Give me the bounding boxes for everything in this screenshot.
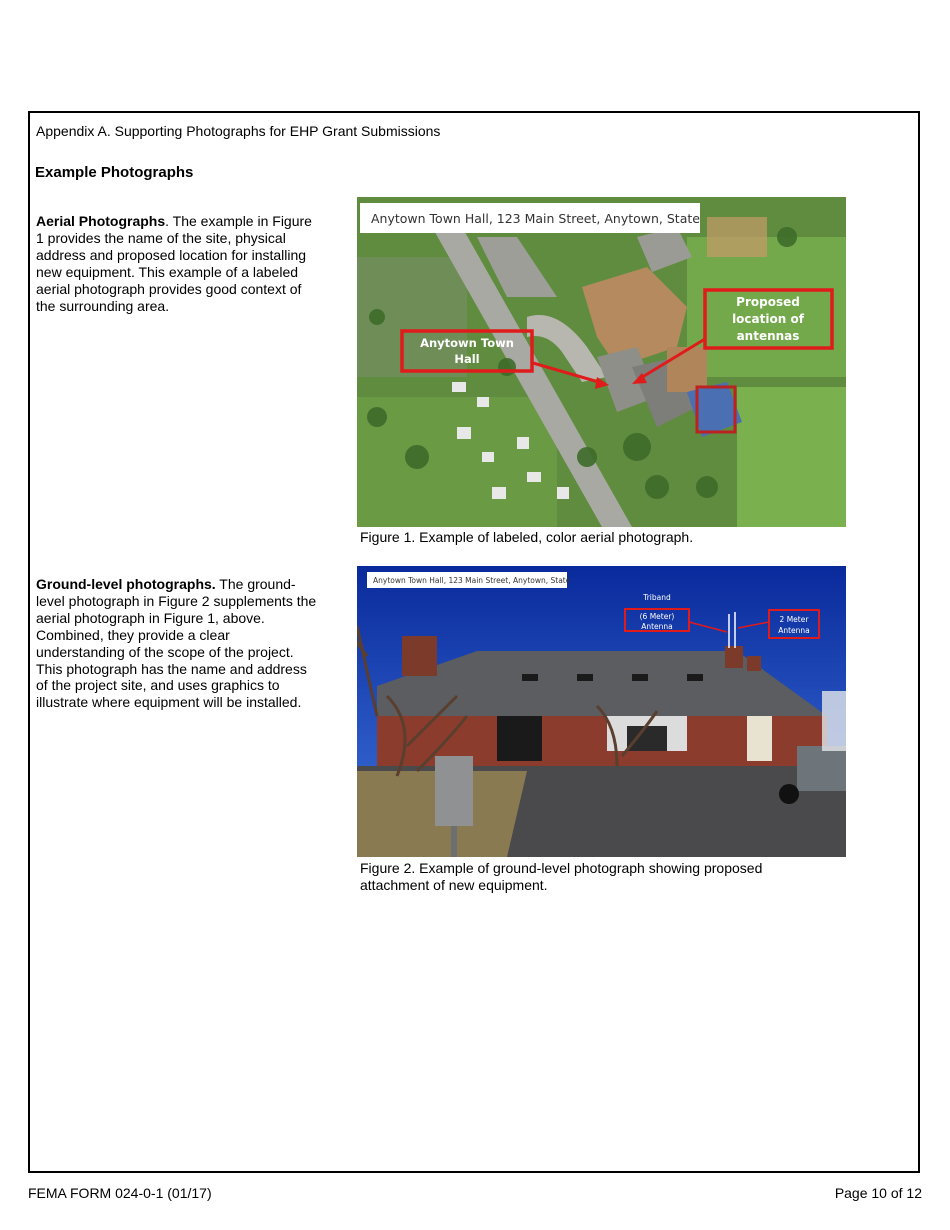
aerial-callout-antennas: Proposed location of antennas: [732, 295, 804, 343]
aerial-photograph: [357, 197, 846, 527]
ground-body: The ground-level photograph in Figure 2 supplements the aerial photograph in Figure 1, above. Combined, they provide a clear understanding of the scope of the project. This photograph has the name and address of the project site, and uses graphics to illustrate where equipment will be installed.: [36, 576, 317, 711]
aerial-heading: Aerial Photographs: [36, 213, 166, 229]
section-title: Example Photographs: [35, 164, 194, 181]
ground-callout-triband-line1: Triband: [643, 593, 671, 602]
ground-callout-triband-line2: (6 Meter): [639, 612, 675, 621]
ground-level-photograph: [357, 566, 846, 857]
aerial-body: . The example in Figure 1 provides the name of the site, physical address and proposed location for installing new equipment. This example of a labeled aerial photograph provides good context of the surrounding area.: [36, 213, 312, 314]
appendix-title: Appendix A. Supporting Photographs for EHP Grant Submissions: [36, 123, 441, 139]
aerial-callout-hall: Anytown Town Hall: [420, 336, 514, 366]
aerial-site-label: Anytown Town Hall, 123 Main Street, Anytown, State: [371, 211, 700, 226]
figure-2-caption: Figure 2. Example of ground-level photograph showing proposed attachment of new equipment.: [360, 860, 763, 893]
ground-site-label: Anytown Town Hall, 123 Main Street, Anytown, State: [373, 576, 571, 585]
page-number: Page 10 of 12: [834, 1185, 922, 1201]
ground-paragraph: [36, 576, 318, 711]
ground-heading: Ground-level photographs.: [36, 576, 216, 592]
form-id: FEMA FORM 024-0-1 (01/17): [28, 1185, 212, 1201]
ground-callout-2m-line2: Antenna: [778, 626, 810, 635]
figure-1-caption: Figure 1. Example of labeled, color aerial photograph.: [360, 529, 694, 545]
ground-callout-2m-line1: 2 Meter: [779, 615, 809, 624]
ground-callout-triband-line3: Antenna: [641, 622, 673, 631]
aerial-paragraph: [36, 213, 318, 314]
